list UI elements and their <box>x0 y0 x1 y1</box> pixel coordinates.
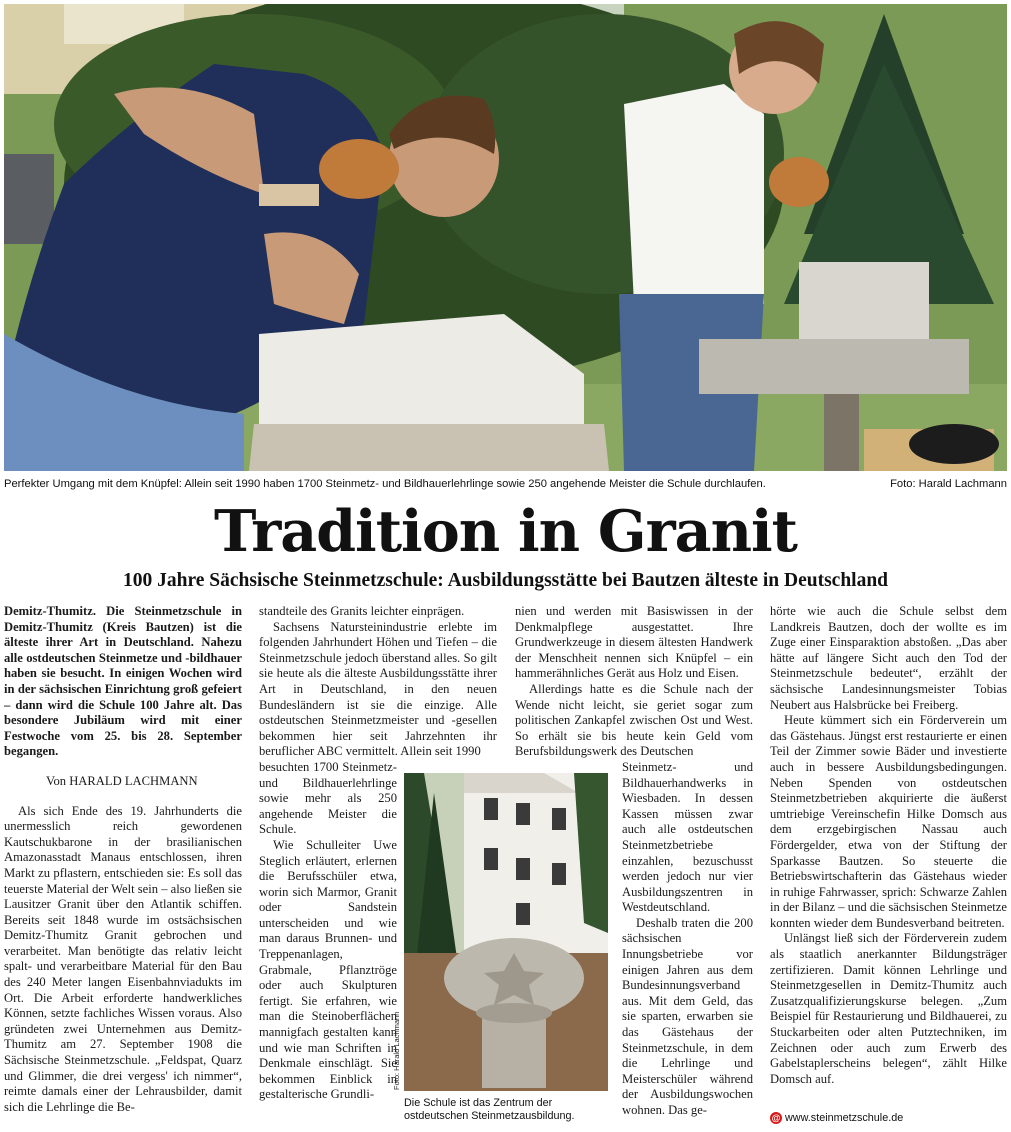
website-link[interactable] <box>770 1112 903 1124</box>
column-1 <box>4 604 242 1115</box>
headline: Tradition in Granit <box>213 498 798 565</box>
school-photo <box>404 773 608 1091</box>
top-photo-credit: Foto: Harald Lachmann <box>890 478 1007 490</box>
paragraph: nien und werden mit Basiswissen in der Denkmalpflege ausgestattet. Ihre Grundwerkzeuge in diesem ältesten Handwerk der Menschheit nennen sich Knüpfel – ein hammerähnliches Gerät aus Holz und Eisen. <box>515 604 753 681</box>
paragraph: Unlängst ließ sich der Förderverein zudem als staatlich anerkannter Bildungsträger zertifizieren. Damit können Lehrlinge und Steinmetzgesellen in Demitz-Thumitz auch Zusatzqualifizierungskurse belegen. „Zum Beispiel für Restaurierung und Bildhauerei, zu Stuckarbeiten oder alten Putztechniken, im Zeichnen oder auch zum Erwerb des Gabelstaplerscheins belegen“, zählt Hilke Domsch auf. <box>770 931 1007 1086</box>
paragraph: Sachsens Natursteinindustrie erlebte im folgenden Jahrhundert Höhen und Tiefen – die Steinmetzschule jedoch überstand alles. So gilt sie heute als die älteste Ausbildungsstätte ihrer Art in Deutschland, in den neuen Bundesländern ist sie die einzige. Alle ostdeutschen Steinmetzmeister und -gesellen bekommen hier seit Jahrzehnten ihr beruflicher ABC vermittelt. Allein seit 1990 <box>259 619 497 759</box>
top-photo-illustration <box>4 4 1007 471</box>
lead-paragraph: Demitz-Thumitz. Die Steinmetzschule in Demitz-Thumitz (Kreis Bautzen) ist die älteste ihrer Art in Deutschland. Nahezu alle ostdeutschen Steinmetze und -bildhauer haben sie besucht. In einigen Wochen wird in der sächsischen Einrichtung groß gefeiert – dann wird die Schule 100 Jahre alt. Das besondere Jubiläum wird mit einer Festwoche vom 25. bis 28. September begangen. <box>4 604 242 759</box>
top-photo-caption <box>4 478 1007 490</box>
paragraph: Wie Schulleiter Uwe Steglich erläutert, erlernen die Berufsschüler etwa, worin sich Marmor, Granit oder Sandstein unterscheiden und wie man daraus Brunnen- und Treppenanlagen, Grabmale, Pflanztröge oder auch Skulpturen fertigt. Sie erfahren, wie man die Steinoberflächen mannigfach gestalten kann und wie man Schriften in Denkmale einschlägt. Sie bekommen Einblick in gestalterische Grundli- <box>259 837 397 1102</box>
paragraph: Heute kümmert sich ein Förderverein um das Gästehaus. Jüngst erst restaurierte er einen Teil der Zimmer sowie Bäder und investierte auch in bessere Ausbildungsbedingungen. Neben Spenden von ostdeutschen Steinmetzbetrieben akquirierte die äußerst umtriebige Vereinschefin Hilke Domsch aus dem erzgebirgischen Nassau auch Fördergelder, etwa von der Stiftung der Sparkasse Bautzen. So steuerte die Betriebswirtschafterin das Gästehaus wieder in ruhige Fahrwasser, sprich: Schwarze Zahlen in der Bilanz – und die sächsischen Steinmetze konnten wieder dem Bundesverband beitreten. <box>770 713 1007 930</box>
paragraph: Als sich Ende des 19. Jahrhunderts die unermesslich reich gewordenen Kautschukbarone in der brasilianischen Amazonasstadt Manaus entschlossen, ihren Markt zu pflastern, entschieden sie: Es soll das teuerste Material der Welt sein – also ließen sie Lausitzer Granit über den Atlantik schiffen. Bereits seit 1848 wurde im ostsächsischen Demitz-Thumitz Granit gebrochen und verarbeitet. Man benötigte das relativ leicht spalt- und verarbeitbare Material für den Bau des 240 Meter langen Eisenbahnviadukts im Ort. Die Arbeit erforderte handwerkliches Können, setzte fachliches Wissen voraus. Also gründeten zwei Unternehmen aus Demitz-Thumitz am 27. September 1908 die Sächsische Steinmetzschule. „Feldspat, Quarz und Glimmer, die drei vergess' ich nimmer“, reimte damals einer der Lehrausbilder, damit sich die Lehrlinge die Be- <box>4 803 242 1114</box>
at-icon: @ <box>771 1113 781 1123</box>
paragraph: Deshalb traten die 200 sächsischen Innungsbetriebe vor einigen Jahren aus dem Bundesinnungsverband aus. Mit dem Geld, das sie sparten, erwarben sie das Gästehaus der Steinmetzschule, in dem die Lehrlinge und Meisterschüler während der Ausbildungswochen wohnen. Das ge- <box>622 915 753 1117</box>
paragraph: Allerdings hatte es die Schule nach der Wende nicht leicht, sie geriet sogar zum politischen Zankapfel zwischen Ost und West. So erhält sie bis heute kein Geld vom Berufsbildungswerk des Deutschen <box>515 681 753 759</box>
paragraph: hörte wie auch die Schule selbst dem Landkreis Bautzen, doch der wollte es im Zuge einer Einsparaktion abstoßen. „Das aber hätte auf längere Sicht auch den Tod der Steinmetzschule bedeutet“, erzählt der sächsische Landesinnungsmeister Tobias Neubert aus Halsbrücke bei Freiberg. <box>770 604 1007 712</box>
top-photo <box>4 4 1007 471</box>
top-photo-caption-text: Perfekter Umgang mit dem Knüpfel: Allein seit 1990 haben 1700 Steinmetz- und Bildhauerlehrlinge sowie 250 angehende Meister die Schule durchlaufen. <box>4 478 766 490</box>
school-photo-illustration <box>404 773 608 1091</box>
school-photo-credit: Foto: Harald Lachmann <box>392 1011 401 1090</box>
column-4 <box>770 604 1007 1087</box>
website-url[interactable]: www.steinmetzschule.de <box>785 1112 904 1124</box>
subheadline: 100 Jahre Sächsische Steinmetzschule: Ausbildungsstätte bei Bautzen älteste in Deutschland <box>122 570 889 591</box>
school-photo-caption: Die Schule ist das Zentrum der ostdeutschen Steinmetzausbildung. <box>404 1097 575 1122</box>
paragraph: Steinmetz- und Bildhauerhandwerks in Wiesbaden. In dessen Kassen müssen zwar auch alle ostdeutschen Steinmetzbetriebe einzahlen, bezuschusst werden jedoch nur vier Ausbildungszentren in Westdeutschland. <box>622 759 753 915</box>
byline: Von HARALD LACHMANN <box>46 773 198 788</box>
paragraph: besuchten 1700 Steinmetz- und Bildhauerlehrlinge sowie mehr als 250 angehende Meister die Schule. <box>259 759 397 837</box>
paragraph: standteile des Granits leichter einprägen. <box>259 604 465 618</box>
